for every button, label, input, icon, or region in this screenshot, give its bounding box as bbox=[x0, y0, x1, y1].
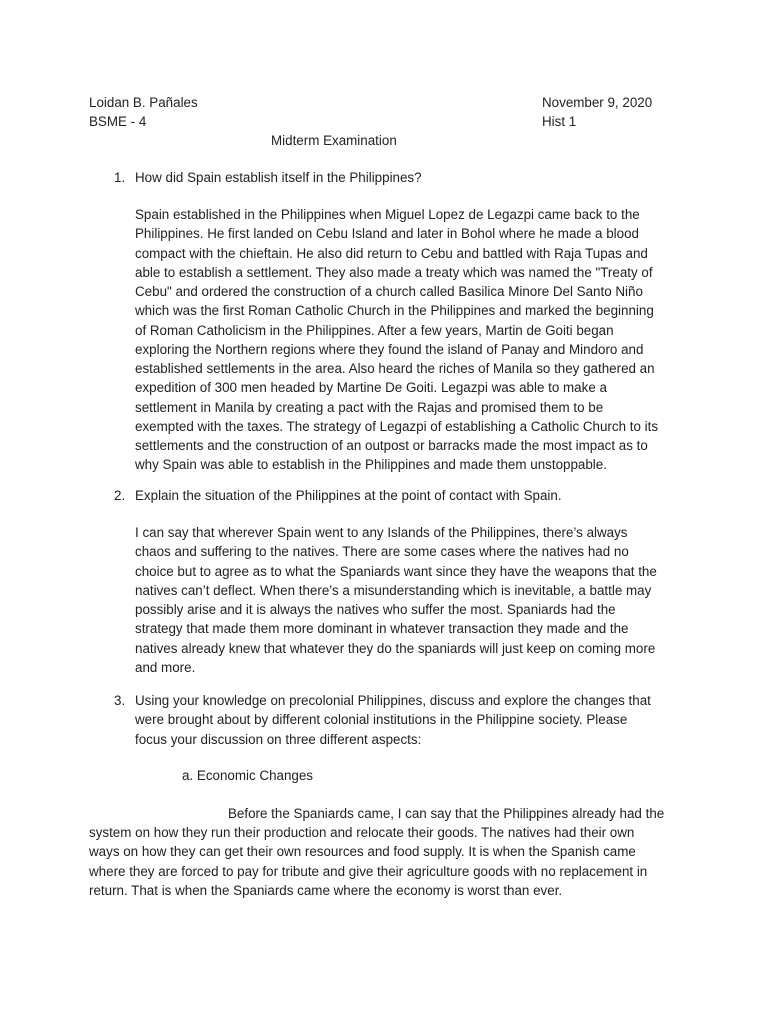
answer-3-line: where they are forced to pay for tribute and give their agriculture goods with no replacement in bbox=[89, 863, 648, 879]
answer-2-line: I can say that wherever Spain went to any Islands of the Philippines, there’s always bbox=[135, 525, 628, 540]
answer-1-line: settlement in Manila by creating a pact with the Rajas and promised them to be bbox=[135, 399, 604, 415]
answer-3-line: ways on how they can get their own resources and food supply. It is when the Spanish came bbox=[89, 844, 636, 860]
answer-1-line: expedition of 300 men headed by Martine De Goiti. Legazpi was able to make a bbox=[135, 380, 607, 396]
student-course: BSME - 4 bbox=[89, 114, 147, 129]
answer-2-line: strategy that made them more dominant in whatever transaction they made and the bbox=[135, 621, 629, 637]
answer-2 bbox=[135, 523, 657, 677]
answer-3-line: system on how they run their production and relocate their goods. The natives had their own bbox=[89, 825, 635, 840]
question-3-line: Using your knowledge on precolonial Philippines, discuss and explore the changes that bbox=[135, 693, 651, 708]
answer-1-line: exploring the Northern regions where they found the island of Panay and Mindoro and bbox=[135, 341, 644, 357]
question-1-text: How did Spain establish itself in the Philippines? bbox=[135, 170, 422, 185]
answer-2-line: possibly arise and it is always the natives who suffer the most. Spaniards had the bbox=[135, 602, 616, 617]
exam-title: Midterm Examination bbox=[271, 133, 397, 148]
answer-1-line: which was the first Roman Catholic Church in the Philippines and marked the beginning bbox=[135, 303, 654, 319]
exam-date: November 9, 2020 bbox=[542, 95, 653, 110]
answer-1-line: able to establish a settlement. They also made a treaty which was named the "Treaty of bbox=[135, 264, 653, 280]
answer-2-line: chaos and suffering to the natives. There are some cases where the natives had no bbox=[135, 544, 629, 560]
answer-1-line: Cebu" and ordered the construction of a church called Basilica Minore Del Santo Niño bbox=[135, 284, 643, 299]
question-number-1: 1. bbox=[114, 170, 126, 185]
answer-2-line: natives already knew that whatever they do the spaniards will just keep on coming more bbox=[135, 640, 656, 656]
answer-3-line: return. That is when the Spaniards came where the economy is worst than ever. bbox=[89, 882, 563, 898]
answer-2-line: and more. bbox=[135, 659, 196, 675]
answer-1-line: why Spain was able to establish in the Philippines and made them unstoppable. bbox=[135, 457, 607, 473]
answer-1 bbox=[135, 205, 658, 475]
answer-3-line: Before the Spaniards came, I can say that the Philippines already had the bbox=[228, 806, 665, 821]
answer-1-line: compact with the chieftain. He also did return to Cebu and battled with Raja Tupas and bbox=[135, 245, 648, 261]
answer-1-line: established settlements in the area. Also heard the riches of Manila so they gathered an bbox=[135, 361, 655, 376]
student-name: Loidan B. Pañales bbox=[89, 95, 198, 110]
question-2-text: Explain the situation of the Philippines at the point of contact with Spain. bbox=[135, 488, 562, 503]
answer-2-line: natives can’t deflect. When there’s a misunderstanding which is inevitable, a battle may bbox=[135, 582, 652, 598]
question-number-2: 2. bbox=[114, 488, 126, 503]
answer-2-line: choice but to agree as to what the Spaniards want since they have the weapons that the bbox=[135, 563, 657, 579]
subject-code: Hist 1 bbox=[542, 114, 577, 129]
question-3-line: were brought about by different colonial institutions in the Philippine society. Please bbox=[135, 712, 628, 728]
answer-1-line: exempted with the taxes. The strategy of Legazpi of establishing a Catholic Church to its bbox=[135, 418, 659, 434]
answer-1-line: Philippines. He first landed on Cebu Island and later in Bohol where he made a blood bbox=[135, 226, 639, 242]
question-3-line: focus your discussion on three different aspects: bbox=[135, 731, 422, 747]
answer-1-line: settlements and the construction of an outpost or barracks made the most impact as to bbox=[135, 438, 648, 453]
question-number-3: 3. bbox=[114, 693, 126, 708]
answer-3 bbox=[89, 823, 647, 900]
answer-1-line: of Roman Catholicism in the Philippines. After a few years, Martin de Goiti began bbox=[135, 322, 614, 338]
question-3-text bbox=[135, 691, 651, 749]
subheading-economic-changes: a. Economic Changes bbox=[182, 768, 314, 783]
answer-1-line: Spain established in the Philippines when Miguel Lopez de Legazpi came back to the bbox=[135, 207, 640, 222]
